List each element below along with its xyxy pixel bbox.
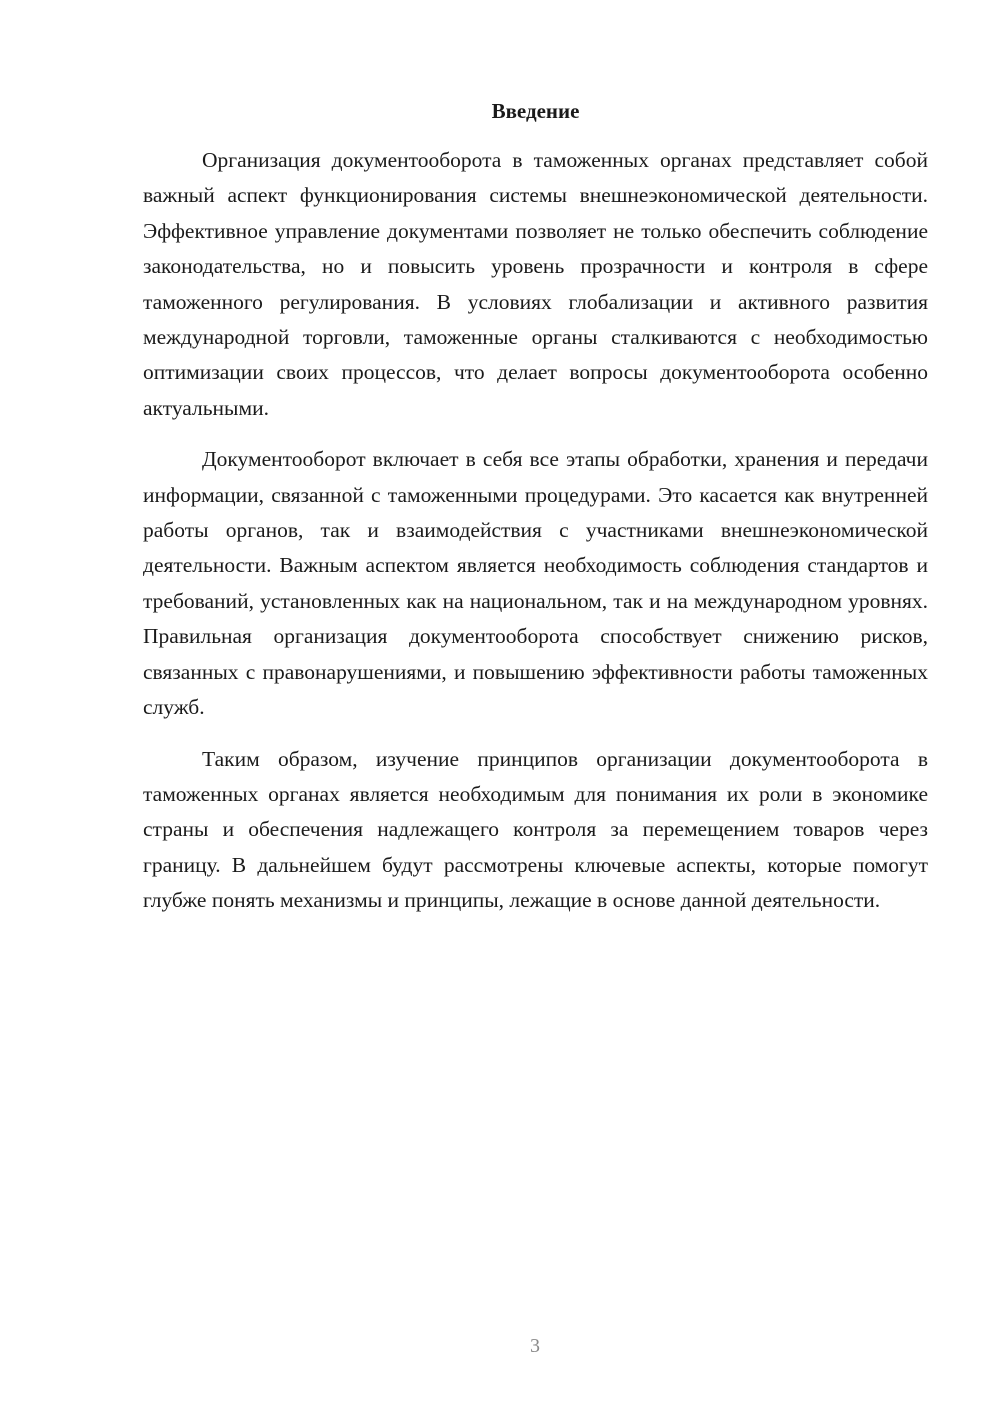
- section-heading: Введение: [491, 99, 580, 123]
- page-number: 3: [530, 1335, 540, 1357]
- body-text: [143, 143, 928, 935]
- paragraph: Документооборот включает в себя все этапы обработки, хранения и передачи информации, связанной с таможенными процедурами. Это касается как внутренней работы органов, так и взаимодействия с участниками внешнеэкономической деятельности. Важным аспектом является необходимость соблюдения стандартов и требований, установленных как на национальном, так и на международном уровнях. Правильная организация документооборота способствует снижению рисков, связанных с правонарушениями, и повышению эффективности работы таможенных служб.: [143, 447, 928, 720]
- paragraph: Организация документооборота в таможенных органах представляет собой важный аспект функционирования системы внешнеэкономической деятельности. Эффективное управление документами позволяет не только обеспечить соблюдение законодательства, но и повысить уровень прозрачности и контроля в сфере таможенного регулирования. В условиях глобализации и активного развития международной торговли, таможенные органы сталкиваются с необходимостью оптимизации своих процессов, что делает вопросы документооборота особенно актуальными.: [143, 148, 928, 420]
- paragraph: Таким образом, изучение принципов организации документооборота в таможенных органах является необходимым для понимания их роли в экономике страны и обеспечения надлежащего контроля за перемещением товаров через границу. В дальнейшем будут рассмотрены ключевые аспекты, которые помогут глубже понять механизмы и принципы, лежащие в основе данной деятельности.: [143, 746, 928, 913]
